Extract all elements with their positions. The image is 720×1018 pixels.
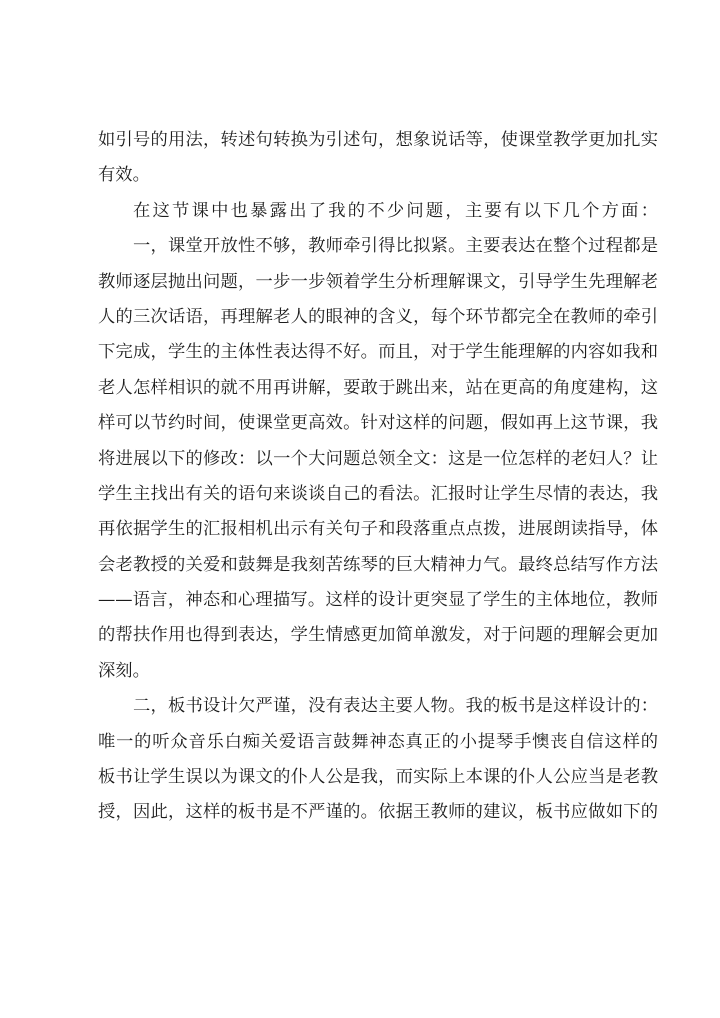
text-line: 再依据学生的汇报相机出示有关句子和段落重点点拨，进展朗读指导，体 (98, 519, 658, 540)
text-line: 样可以节约时间，使课堂更高效。针对这样的问题，假如再上这节课，我 (98, 413, 658, 434)
text-line: 下完成，学生的主体性表达得不好。而且，对于学生能理解的内容如我和 (98, 342, 658, 363)
text-line: 深刻。 (98, 660, 150, 681)
text-line: 会老教授的关爱和鼓舞是我刻苦练琴的巨大精神力气。最终总结写作方法 (98, 554, 658, 575)
text-line: 将进展以下的修改：以一个大问题总领全文：这是一位怎样的老妇人？让 (98, 448, 658, 469)
text-line: 有效。 (98, 165, 150, 186)
text-line: 二，板书设计欠严谨，没有表达主要人物。我的板书是这样设计的： (133, 696, 658, 717)
paragraph-heading-line: 在这节课中也暴露出了我的不少问题，主要有以下几个方面： (133, 200, 658, 221)
text-line: 如引号的用法，转述句转换为引述句，想象说话等，使课堂教学更加扎实 (98, 130, 658, 150)
text-line: 人的三次话语，再理解老人的眼神的含义，每个环节都完全在教师的牵引 (98, 306, 658, 327)
document-body (98, 123, 658, 831)
text-line: 授，因此，这样的板书是不严谨的。依据王教师的建议，板书应做如下的 (98, 802, 658, 823)
text-line: 学生主找出有关的语句来谈谈自己的看法。汇报时让学生尽情的表达，我 (98, 483, 658, 504)
text-line: 的帮扶作用也得到表达，学生情感更加简单激发，对于问题的理解会更加 (98, 625, 658, 646)
text-line: 老人怎样相识的就不用再讲解，要敢于跳出来，站在更高的角度建构，这 (98, 377, 658, 398)
text-line: 板书让学生误以为课文的仆人公是我，而实际上本课的仆人公应当是老教 (98, 767, 658, 788)
text-line: 唯一的听众音乐白痴关爱语言鼓舞神态真正的小提琴手懊丧自信这样的 (98, 731, 658, 752)
text-line: ——语言，神态和心理描写。这样的设计更突显了学生的主体地位，教师 (98, 590, 658, 611)
text-line: 教师逐层抛出问题，一步一步领着学生分析理解课文，引导学生先理解老 (98, 271, 658, 292)
text-line: 一，课堂开放性不够，教师牵引得比拟紧。主要表达在整个过程都是 (133, 236, 658, 257)
